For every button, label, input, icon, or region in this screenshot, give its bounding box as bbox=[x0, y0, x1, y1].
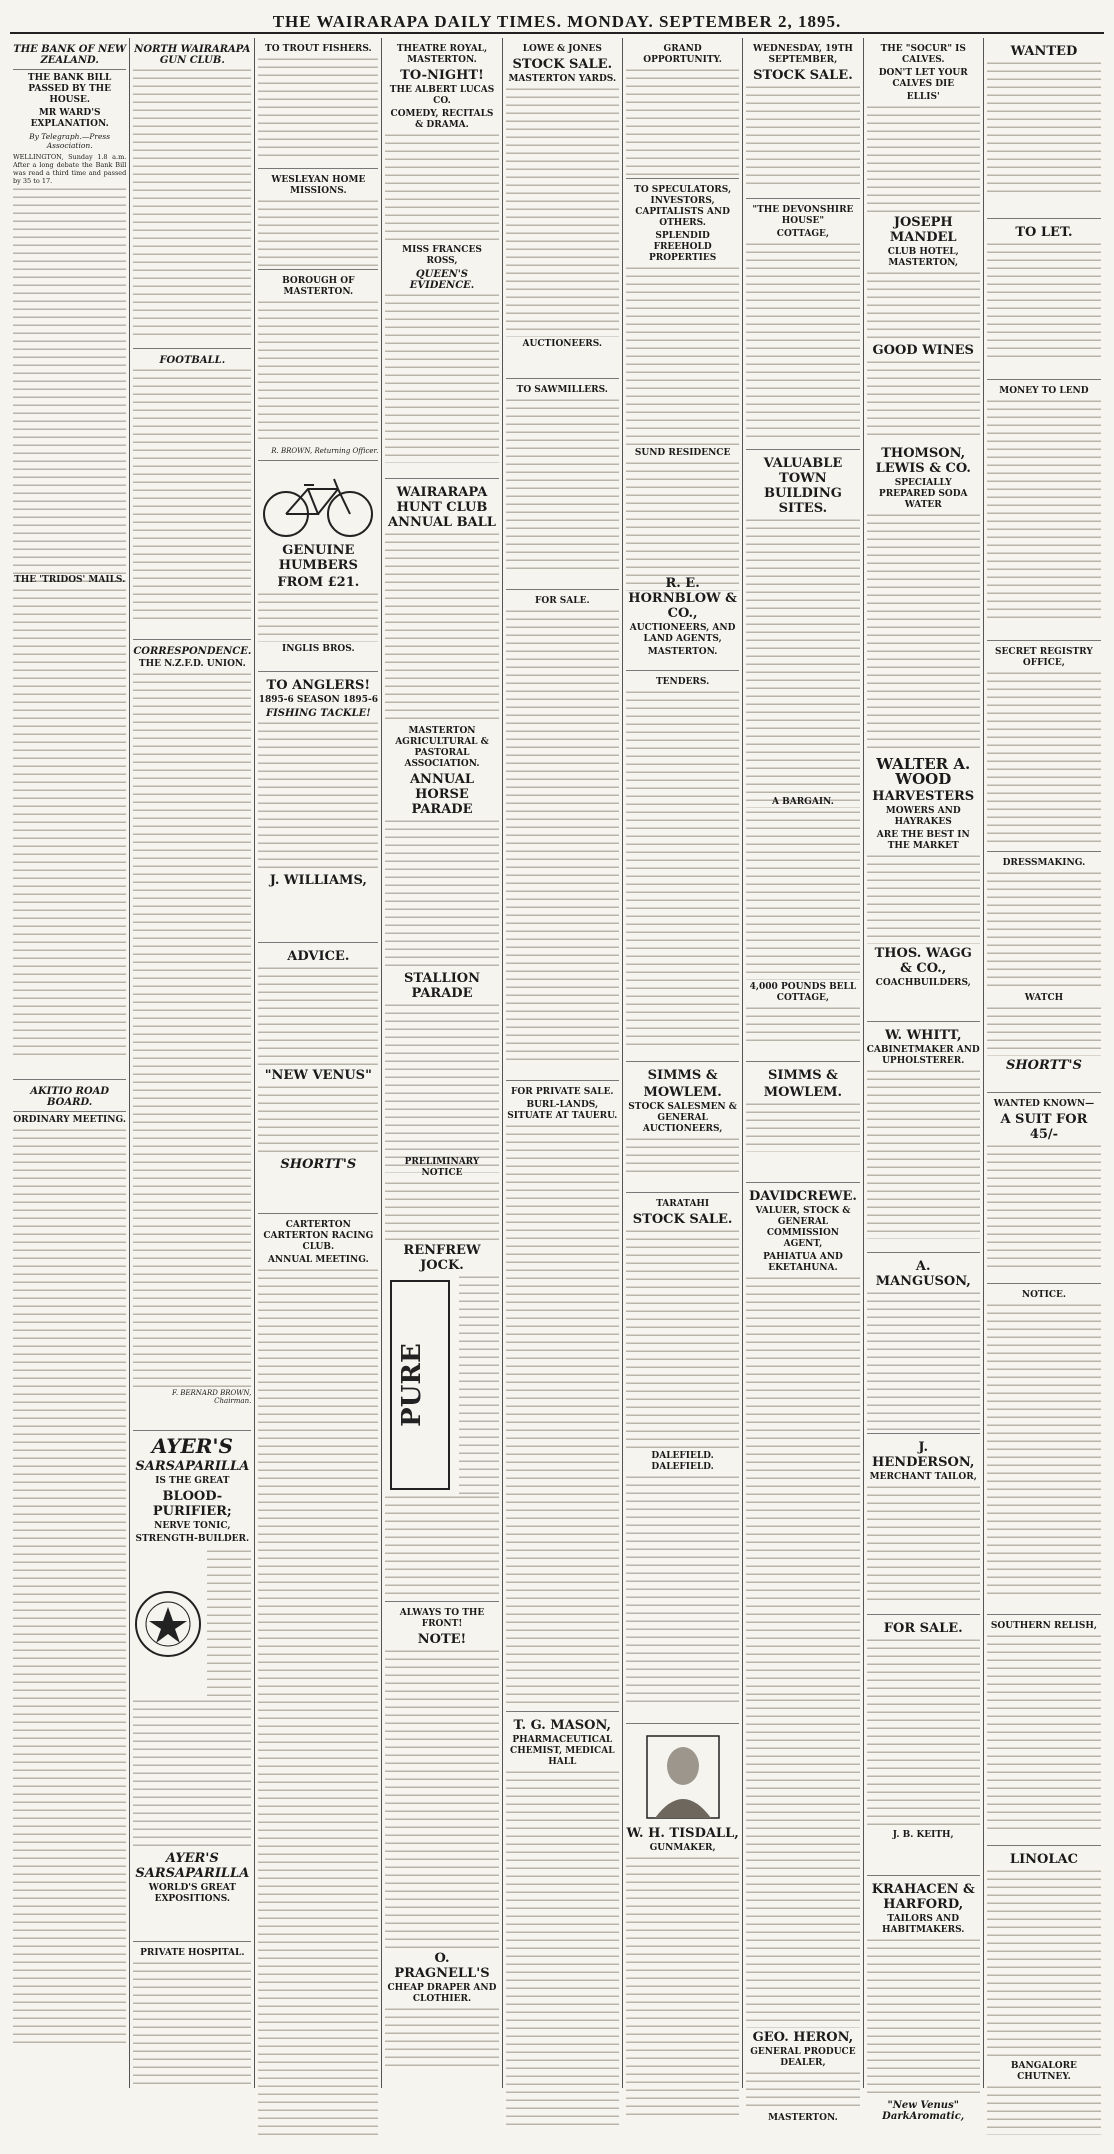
wanted-known-headline: WANTED KNOWN— bbox=[993, 1099, 1095, 1109]
mason-sub: PHARMACEUTICAL CHEMIST, MEDICAL HALL bbox=[510, 1735, 615, 1767]
davidcrewe-text bbox=[746, 1276, 859, 1706]
bargain-headline: A BARGAIN. bbox=[771, 797, 834, 807]
hornblow-ad bbox=[626, 570, 739, 671]
burlands-headline: BURL-LANDS, SITUATE AT TAUERU. bbox=[507, 1100, 618, 1121]
harvesters: HARVESTERS bbox=[872, 789, 975, 804]
sawmillers-ad bbox=[506, 379, 619, 590]
agricultural-ad bbox=[385, 720, 498, 1151]
manguson-ad bbox=[867, 1253, 980, 1434]
opportunity-text bbox=[626, 68, 739, 178]
theatre-ad bbox=[385, 38, 498, 479]
notice-text-9 bbox=[987, 1303, 1101, 1598]
columns bbox=[10, 38, 1104, 2123]
advice-headline: ADVICE. bbox=[287, 949, 350, 964]
tenders-headline: TENDERS. bbox=[655, 677, 710, 687]
tonight-headline: TO-NIGHT! bbox=[400, 68, 484, 83]
renfrew-ad bbox=[385, 1151, 498, 1602]
pragnell-ad bbox=[385, 1602, 498, 2112]
notice-headline: NOTICE. bbox=[1021, 1290, 1066, 1300]
kranach-text bbox=[867, 1938, 980, 2098]
ellis-headline: DON'T LET YOUR CALVES DIE bbox=[878, 68, 968, 89]
heron-sub: GENERAL PRODUCE DEALER, bbox=[750, 2047, 856, 2068]
renfrew-text-2 bbox=[385, 1495, 498, 1595]
chutney-text bbox=[987, 2085, 1101, 2135]
for-sale-headline: FOR SALE. bbox=[534, 596, 590, 606]
heron-location: MASTERTON. bbox=[768, 2113, 838, 2123]
ayers-blood-purifier: BLOOD-PURIFIER; bbox=[152, 1489, 232, 1519]
correspondence-signature: F. BERNARD BROWN, Chairman. bbox=[172, 1389, 252, 1405]
preliminary-notice: PRELIMINARY NOTICE bbox=[404, 1157, 480, 1178]
bank-subheadline: THE BANK BILL PASSED BY THE HOUSE. bbox=[27, 73, 112, 105]
bank-article-text bbox=[13, 187, 126, 607]
advice-text bbox=[258, 966, 378, 1066]
speculators-ad bbox=[626, 179, 739, 570]
williams-name: J. WILLIAMS, bbox=[269, 873, 367, 888]
notice-ad bbox=[987, 1284, 1101, 1615]
stallion-parade: STALLION PARADE bbox=[403, 971, 480, 1001]
mowlem-name-2: MOWLEM. bbox=[763, 1085, 843, 1100]
bargain-ad bbox=[746, 791, 859, 1062]
mandel-text bbox=[867, 271, 980, 341]
wesleyan-headline: WESLEYAN HOME MISSIONS. bbox=[271, 175, 366, 196]
akitio-article bbox=[13, 1080, 126, 2050]
money-headline: MONEY TO LEND bbox=[999, 386, 1089, 396]
akitio-article-text bbox=[13, 1128, 126, 2048]
note-headline: NOTE! bbox=[417, 1632, 467, 1647]
henderson-text bbox=[867, 1485, 980, 1605]
ayers-nerve-tonic: NERVE TONIC, bbox=[154, 1521, 231, 1531]
bank-byline: By Telegraph.—Press Association. bbox=[29, 132, 111, 150]
notice-text bbox=[385, 1181, 498, 1241]
whitt-name: W. WHITT, bbox=[884, 1028, 962, 1043]
davidcrewe-name: DAVIDCREWE. bbox=[748, 1189, 857, 1204]
opportunity-headline: GRAND OPPORTUNITY. bbox=[643, 44, 722, 65]
bank-paragraph: WELLINGTON, Sunday 1.8 a.m. After a long debate the Bank Bill was read a third time and passed by 35 to 17. bbox=[13, 153, 127, 186]
tolet-text bbox=[987, 242, 1101, 362]
ayers-strength-builder: STRENGTH-BUILDER. bbox=[135, 1534, 250, 1544]
soda-water: SPECIALLY PREPARED SODA WATER bbox=[878, 478, 968, 510]
mowers: MOWERS AND HAYRAKES bbox=[885, 806, 961, 827]
football-article bbox=[133, 349, 251, 640]
masthead: THE WAIRARAPA DAILY TIMES. MONDAY. SEPTEMBER 2, 1895. bbox=[10, 8, 1104, 34]
pahiatua-headline: PAHIATUA AND EKETAHUNA. bbox=[763, 1252, 843, 1273]
wesleyan-ad bbox=[258, 169, 378, 270]
column-2 bbox=[130, 38, 255, 2088]
akitio-headline: AKITIO ROAD BOARD. bbox=[30, 1086, 110, 1108]
trout-fishers-ad bbox=[258, 38, 378, 169]
wines-text bbox=[867, 360, 980, 440]
merchant-tailor: MERCHANT TAILOR, bbox=[869, 1472, 977, 1482]
shortts-logo-2: SHORTT'S bbox=[1006, 1058, 1082, 1073]
stock-sale-headline: STOCK SALE. bbox=[512, 57, 613, 72]
anglers-text bbox=[258, 721, 378, 871]
frances-ross: MISS FRANCES ROSS, bbox=[402, 245, 482, 266]
season-headline: 1895-6 SEASON 1895-6 bbox=[258, 695, 378, 705]
walter-wood-name: WALTER A. WOOD bbox=[876, 755, 971, 788]
simms-sub: STOCK SALESMEN & GENERAL AUCTIONEERS, bbox=[628, 1102, 737, 1134]
cabinetmaker: CABINETMAKER AND UPHOLSTERER. bbox=[866, 1045, 980, 1066]
burlands-ad bbox=[506, 1081, 619, 1712]
tenders-ad bbox=[626, 671, 739, 1062]
devonshire-headline: "THE DEVONSHIRE HOUSE" bbox=[752, 205, 854, 226]
kranach-ad bbox=[867, 1876, 980, 2126]
wanted-headline: WANTED bbox=[1010, 44, 1078, 59]
for-sale-text-2 bbox=[867, 1638, 980, 1828]
simms-text bbox=[626, 1137, 739, 1177]
theatre-text-2 bbox=[385, 293, 498, 463]
lucas-company: THE ALBERT LUCAS CO. bbox=[389, 85, 495, 106]
private-hospital-text bbox=[133, 1961, 251, 2086]
new-venus-aromatic: "New Venus" DarkAromatic, bbox=[882, 2100, 965, 2122]
sawmillers-text bbox=[506, 398, 619, 573]
heron-top-text bbox=[746, 1698, 859, 2028]
coachbuilders: COACHBUILDERS, bbox=[875, 978, 971, 988]
walter-text bbox=[867, 854, 980, 944]
column-1 bbox=[10, 38, 130, 2088]
hunt-ball-text bbox=[385, 532, 498, 722]
wed-stock-text bbox=[746, 85, 859, 185]
football-headline: FOOTBALL. bbox=[159, 355, 226, 366]
bangalore-chutney: BANGALORE CHUTNEY. bbox=[1010, 2061, 1077, 2082]
carterton-headline: CARTERTON CARTERTON RACING CLUB. bbox=[263, 1220, 374, 1252]
whitt-ad bbox=[867, 1022, 980, 1253]
market: ARE THE BEST IN THE MARKET bbox=[876, 830, 970, 851]
manguson-name: A. MANGUSON, bbox=[875, 1259, 971, 1289]
column-7 bbox=[743, 38, 863, 2123]
hornblow-location: MASTERTON. bbox=[647, 647, 718, 657]
queens-evidence: QUEEN'S EVIDENCE. bbox=[409, 269, 475, 291]
agricultural-text bbox=[385, 819, 498, 969]
stock-sale-ad bbox=[506, 38, 619, 379]
tridos-headline: THE 'TRIDOS' MAILS. bbox=[14, 575, 126, 585]
building-sites-text bbox=[746, 518, 859, 808]
advice-ad bbox=[258, 943, 378, 1214]
simms-name-2: SIMMS & bbox=[767, 1068, 838, 1083]
wanted-known-text bbox=[987, 1144, 1101, 1269]
wed-stock-sale: STOCK SALE. bbox=[753, 68, 853, 83]
borough-ad bbox=[258, 270, 378, 461]
carterton-ad bbox=[258, 1214, 378, 2134]
club-hotel: CLUB HOTEL, MASTERTON, bbox=[887, 247, 959, 268]
football-text bbox=[133, 368, 251, 623]
for-sale-text bbox=[506, 609, 619, 1064]
borough-headline: BOROUGH OF MASTERTON. bbox=[282, 276, 355, 297]
registry-text bbox=[987, 671, 1101, 846]
correspondence-headline: CORRESPONDENCE. bbox=[133, 646, 252, 657]
ayers-text bbox=[207, 1549, 251, 1699]
bank-headline: THE BANK OF NEW ZEALAND. bbox=[13, 44, 127, 66]
ayers-title: AYER'S bbox=[151, 1434, 233, 1458]
stock-sale-location: MASTERTON YARDS. bbox=[508, 74, 617, 84]
bank-article bbox=[13, 38, 126, 569]
henderson-name: J. HENDERSON, bbox=[872, 1440, 975, 1470]
dalefield-headline: DALEFIELD. DALEFIELD. bbox=[651, 1451, 714, 1472]
dressmaking-headline: DRESSMAKING. bbox=[1002, 858, 1086, 868]
sawmillers-headline: TO SAWMILLERS. bbox=[516, 385, 608, 395]
taratahi-stock-sale: STOCK SALE. bbox=[632, 1212, 733, 1227]
inglis-bros: INGLIS BROS. bbox=[282, 644, 355, 654]
stock-sale-auctioneers: AUCTIONEERS. bbox=[522, 339, 603, 349]
carterton-subheadline: ANNUAL MEETING. bbox=[267, 1255, 369, 1265]
private-sale-headline: FOR PRIVATE SALE. bbox=[511, 1087, 614, 1097]
hornblow-sub: AUCTIONEERS, AND LAND AGENTS, bbox=[629, 623, 736, 644]
column-3 bbox=[255, 38, 382, 2088]
southern-relish-ad bbox=[987, 1615, 1101, 1846]
theatre-headline: THEATRE ROYAL, MASTERTON. bbox=[396, 44, 488, 65]
devonshire-text bbox=[746, 242, 859, 437]
stock-sale-text bbox=[506, 87, 619, 337]
portrait-engraving-icon bbox=[643, 1732, 723, 1822]
davidcrewe-sub: VALUER, STOCK & GENERAL COMMISSION AGENT, bbox=[755, 1206, 851, 1249]
dalefield-text bbox=[626, 1475, 739, 1705]
anglers-ad bbox=[258, 672, 378, 943]
ayers-text-2 bbox=[133, 1699, 251, 1849]
tenders-text bbox=[626, 690, 739, 1045]
hornblow-name: R. E. HORNBLOW & CO., bbox=[628, 576, 737, 621]
bicycle-icon bbox=[258, 469, 378, 539]
watch-headline: WATCH bbox=[1024, 993, 1064, 1003]
taratahi-text bbox=[626, 1229, 739, 1449]
lowe-jones-top: LOWE & JONES bbox=[522, 44, 602, 54]
wesleyan-text bbox=[258, 199, 378, 269]
tolet-ad bbox=[987, 219, 1101, 380]
column-5 bbox=[503, 38, 623, 2088]
correspondence-article bbox=[133, 640, 251, 1431]
linolac-headline: LINOLAC bbox=[1009, 1852, 1078, 1867]
humbers-text bbox=[258, 592, 378, 642]
horse-parade: ANNUAL HORSE PARADE bbox=[409, 772, 474, 817]
keith-name: J. B. KEITH, bbox=[892, 1830, 954, 1840]
pragnell-cheap: CHEAP DRAPER AND CLOTHIER. bbox=[387, 1983, 497, 2004]
tridos-article bbox=[13, 569, 126, 1080]
bank-subheadline-2: MR WARD'S EXPLANATION. bbox=[30, 108, 109, 129]
for-sale-ad bbox=[506, 590, 619, 1081]
trout-fishers-headline: TO TROUT FISHERS. bbox=[265, 44, 372, 54]
sund-residence: SUND RESIDENCE bbox=[634, 448, 731, 458]
fishing-tackle: FISHING TACKLE! bbox=[266, 708, 371, 719]
theatre-text bbox=[385, 133, 498, 243]
walter-wood-ad bbox=[867, 751, 980, 1022]
carterton-text bbox=[258, 1268, 378, 2138]
calves-ad bbox=[867, 38, 980, 209]
ayers-ad bbox=[133, 1431, 251, 1942]
hunt-ball-ad bbox=[385, 479, 498, 720]
hunt-ball-headline: WAIRARAPA HUNT CLUB ANNUAL BALL bbox=[388, 485, 496, 530]
devonshire-ad bbox=[746, 199, 859, 450]
mason-text bbox=[506, 1770, 619, 2125]
tridos-article-text bbox=[13, 588, 126, 1058]
speculators-text bbox=[626, 266, 739, 446]
venus-text bbox=[258, 1085, 378, 1155]
dressmaking-text bbox=[987, 871, 1101, 991]
simms-mowlem-ad-2 bbox=[746, 1062, 859, 1183]
linolac-text bbox=[987, 1869, 1101, 2059]
borough-signature: R. BROWN, Returning Officer. bbox=[271, 447, 379, 455]
ayers-bottom-title: AYER'S SARSAPARILLA bbox=[135, 1851, 250, 1881]
ellis-name: ELLIS' bbox=[906, 92, 940, 102]
opportunity-ad bbox=[626, 38, 739, 179]
wanted-text bbox=[987, 61, 1101, 196]
building-sites-ad bbox=[746, 450, 859, 791]
heron-name: GEO. HERON, bbox=[752, 2030, 854, 2045]
calves-headline: THE "SOCUR" IS CALVES. bbox=[880, 44, 966, 65]
watch-text bbox=[987, 1006, 1101, 1056]
money-text bbox=[987, 399, 1101, 624]
agricultural-headline: MASTERTON AGRICULTURAL & PASTORAL ASSOCIATION. bbox=[395, 726, 489, 769]
renfrew-text bbox=[459, 1275, 498, 1495]
tisdall-ad bbox=[626, 1724, 739, 2154]
good-wines: GOOD WINES bbox=[872, 343, 974, 358]
wed-stock-sale-ad bbox=[746, 38, 859, 199]
wagg-name: THOS. WAGG & CO., bbox=[874, 946, 972, 976]
correspondence-text bbox=[133, 672, 251, 1387]
renfrew-jock: RENFREW JOCK. bbox=[403, 1243, 481, 1273]
pragnell-name: O. PRAGNELL'S bbox=[394, 1951, 490, 1981]
kranach-sub: TAILORS AND HABITMAKERS. bbox=[882, 1914, 965, 1935]
wanted-known-ad bbox=[987, 1093, 1101, 1284]
davidcrewe-ad bbox=[746, 1183, 859, 1694]
tisdall-name: W. H. TISDALL, bbox=[626, 1826, 739, 1841]
forwards-headline: ALWAYS TO THE FRONT! bbox=[399, 1608, 485, 1629]
mandel-name: JOSEPH MANDEL bbox=[889, 215, 957, 245]
wanted-ad bbox=[987, 38, 1101, 219]
pragnell-text bbox=[385, 1649, 498, 1949]
mason-name: T. G. MASON, bbox=[513, 1718, 612, 1733]
mowlem-name: MOWLEM. bbox=[643, 1085, 722, 1100]
linolac-ad bbox=[987, 1846, 1101, 2146]
stallion-text bbox=[385, 1003, 498, 1173]
column-8 bbox=[864, 38, 984, 2122]
trout-fishers-text bbox=[258, 57, 378, 157]
anglers-headline: TO ANGLERS! bbox=[266, 678, 371, 693]
akitio-subheadline: ORDINARY MEETING. bbox=[13, 1115, 126, 1125]
correspondence-subheadline: THE N.Z.F.D. UNION. bbox=[138, 659, 246, 669]
new-venus: "NEW VENUS" bbox=[264, 1068, 372, 1083]
burlands-text bbox=[506, 1124, 619, 1704]
for-sale-ad-2 bbox=[867, 1615, 980, 1876]
suit-price: A SUIT FOR 45/- bbox=[1000, 1112, 1088, 1142]
southern-relish-text bbox=[987, 1634, 1101, 1829]
gun-club-headline: NORTH WAIRARAPA GUN CLUB. bbox=[134, 44, 251, 66]
tisdall-text bbox=[626, 1856, 739, 2116]
for-sale-headline-2: FOR SALE. bbox=[883, 1621, 963, 1636]
henderson-ad bbox=[867, 1434, 980, 1615]
bargain-text bbox=[746, 810, 859, 980]
thomson-lewis-ad bbox=[867, 440, 980, 751]
bell-cottage-text bbox=[746, 1006, 859, 1046]
humbers-headline: GENUINE HUMBERS bbox=[278, 543, 358, 573]
whitt-text bbox=[867, 1069, 980, 1239]
shortts-logo: SHORTT'S bbox=[280, 1157, 357, 1172]
column-6 bbox=[623, 38, 743, 2088]
taratahi-headline: TARATAHI bbox=[656, 1199, 710, 1209]
mason-ad bbox=[506, 1712, 619, 2122]
thomson-lewis-name: THOMSON, LEWIS & CO. bbox=[875, 446, 971, 476]
taratahi-ad bbox=[626, 1193, 739, 1724]
southern-relish-headline: SOUTHERN RELISH, bbox=[990, 1621, 1097, 1631]
registry-headline: SECRET REGISTRY OFFICE, bbox=[995, 647, 1093, 668]
private-hospital-headline: PRIVATE HOSPITAL. bbox=[140, 1948, 245, 1958]
ayers-worlds: WORLD'S GREAT EXPOSITIONS. bbox=[148, 1883, 236, 1904]
gunmaker: GUNMAKER, bbox=[649, 1843, 716, 1853]
wed-date: WEDNESDAY, 19TH SEPTEMBER, bbox=[752, 44, 853, 65]
speculators-headline: TO SPECULATORS, INVESTORS, CAPITALISTS AND OTHERS. bbox=[634, 185, 732, 228]
humbers-ad bbox=[258, 461, 378, 672]
simms-mowlem-ad bbox=[626, 1062, 739, 1193]
gun-club-text bbox=[133, 68, 251, 338]
borough-text bbox=[258, 300, 378, 445]
simms-text-2 bbox=[746, 1102, 859, 1152]
ointment-jar-icon bbox=[385, 1275, 455, 1495]
bell-cottage: 4,000 POUNDS BELL COTTAGE, bbox=[749, 982, 857, 1003]
heron-text bbox=[746, 2071, 859, 2111]
private-hospital-ad bbox=[133, 1942, 251, 2102]
registry-ad bbox=[987, 641, 1101, 852]
gun-club-article bbox=[133, 38, 251, 349]
ayers-sarsaparilla: SARSAPARILLA bbox=[135, 1459, 250, 1474]
calves-text bbox=[867, 105, 980, 215]
mandel-ad bbox=[867, 209, 980, 440]
dressmaking-ad bbox=[987, 852, 1101, 1093]
humbers-price: FROM £21. bbox=[277, 575, 360, 590]
kranach-name: KRAHACEN & HARFORD, bbox=[871, 1882, 975, 1912]
heron-ad bbox=[746, 1694, 859, 2154]
comedy-line: COMEDY, RECITALS & DRAMA. bbox=[390, 109, 494, 130]
columbian-exposition-seal-icon bbox=[133, 1589, 203, 1659]
column-9 bbox=[984, 38, 1104, 2088]
ayers-great: IS THE GREAT bbox=[155, 1476, 230, 1486]
column-4 bbox=[382, 38, 502, 2088]
building-sites-headline: VALUABLE TOWN BUILDING SITES. bbox=[763, 456, 843, 516]
pragnell-text-2 bbox=[385, 2007, 498, 2067]
simms-name: SIMMS & bbox=[647, 1068, 718, 1083]
splendid-headline: SPLENDID FREEHOLD PROPERTIES bbox=[648, 231, 717, 263]
soda-text bbox=[867, 513, 980, 753]
cottage-headline: COTTAGE, bbox=[776, 229, 830, 239]
money-ad bbox=[987, 380, 1101, 641]
svg-text:PURE: PURE bbox=[397, 1343, 428, 1427]
tolet-headline: TO LET. bbox=[1015, 225, 1073, 240]
manguson-text bbox=[867, 1291, 980, 1431]
